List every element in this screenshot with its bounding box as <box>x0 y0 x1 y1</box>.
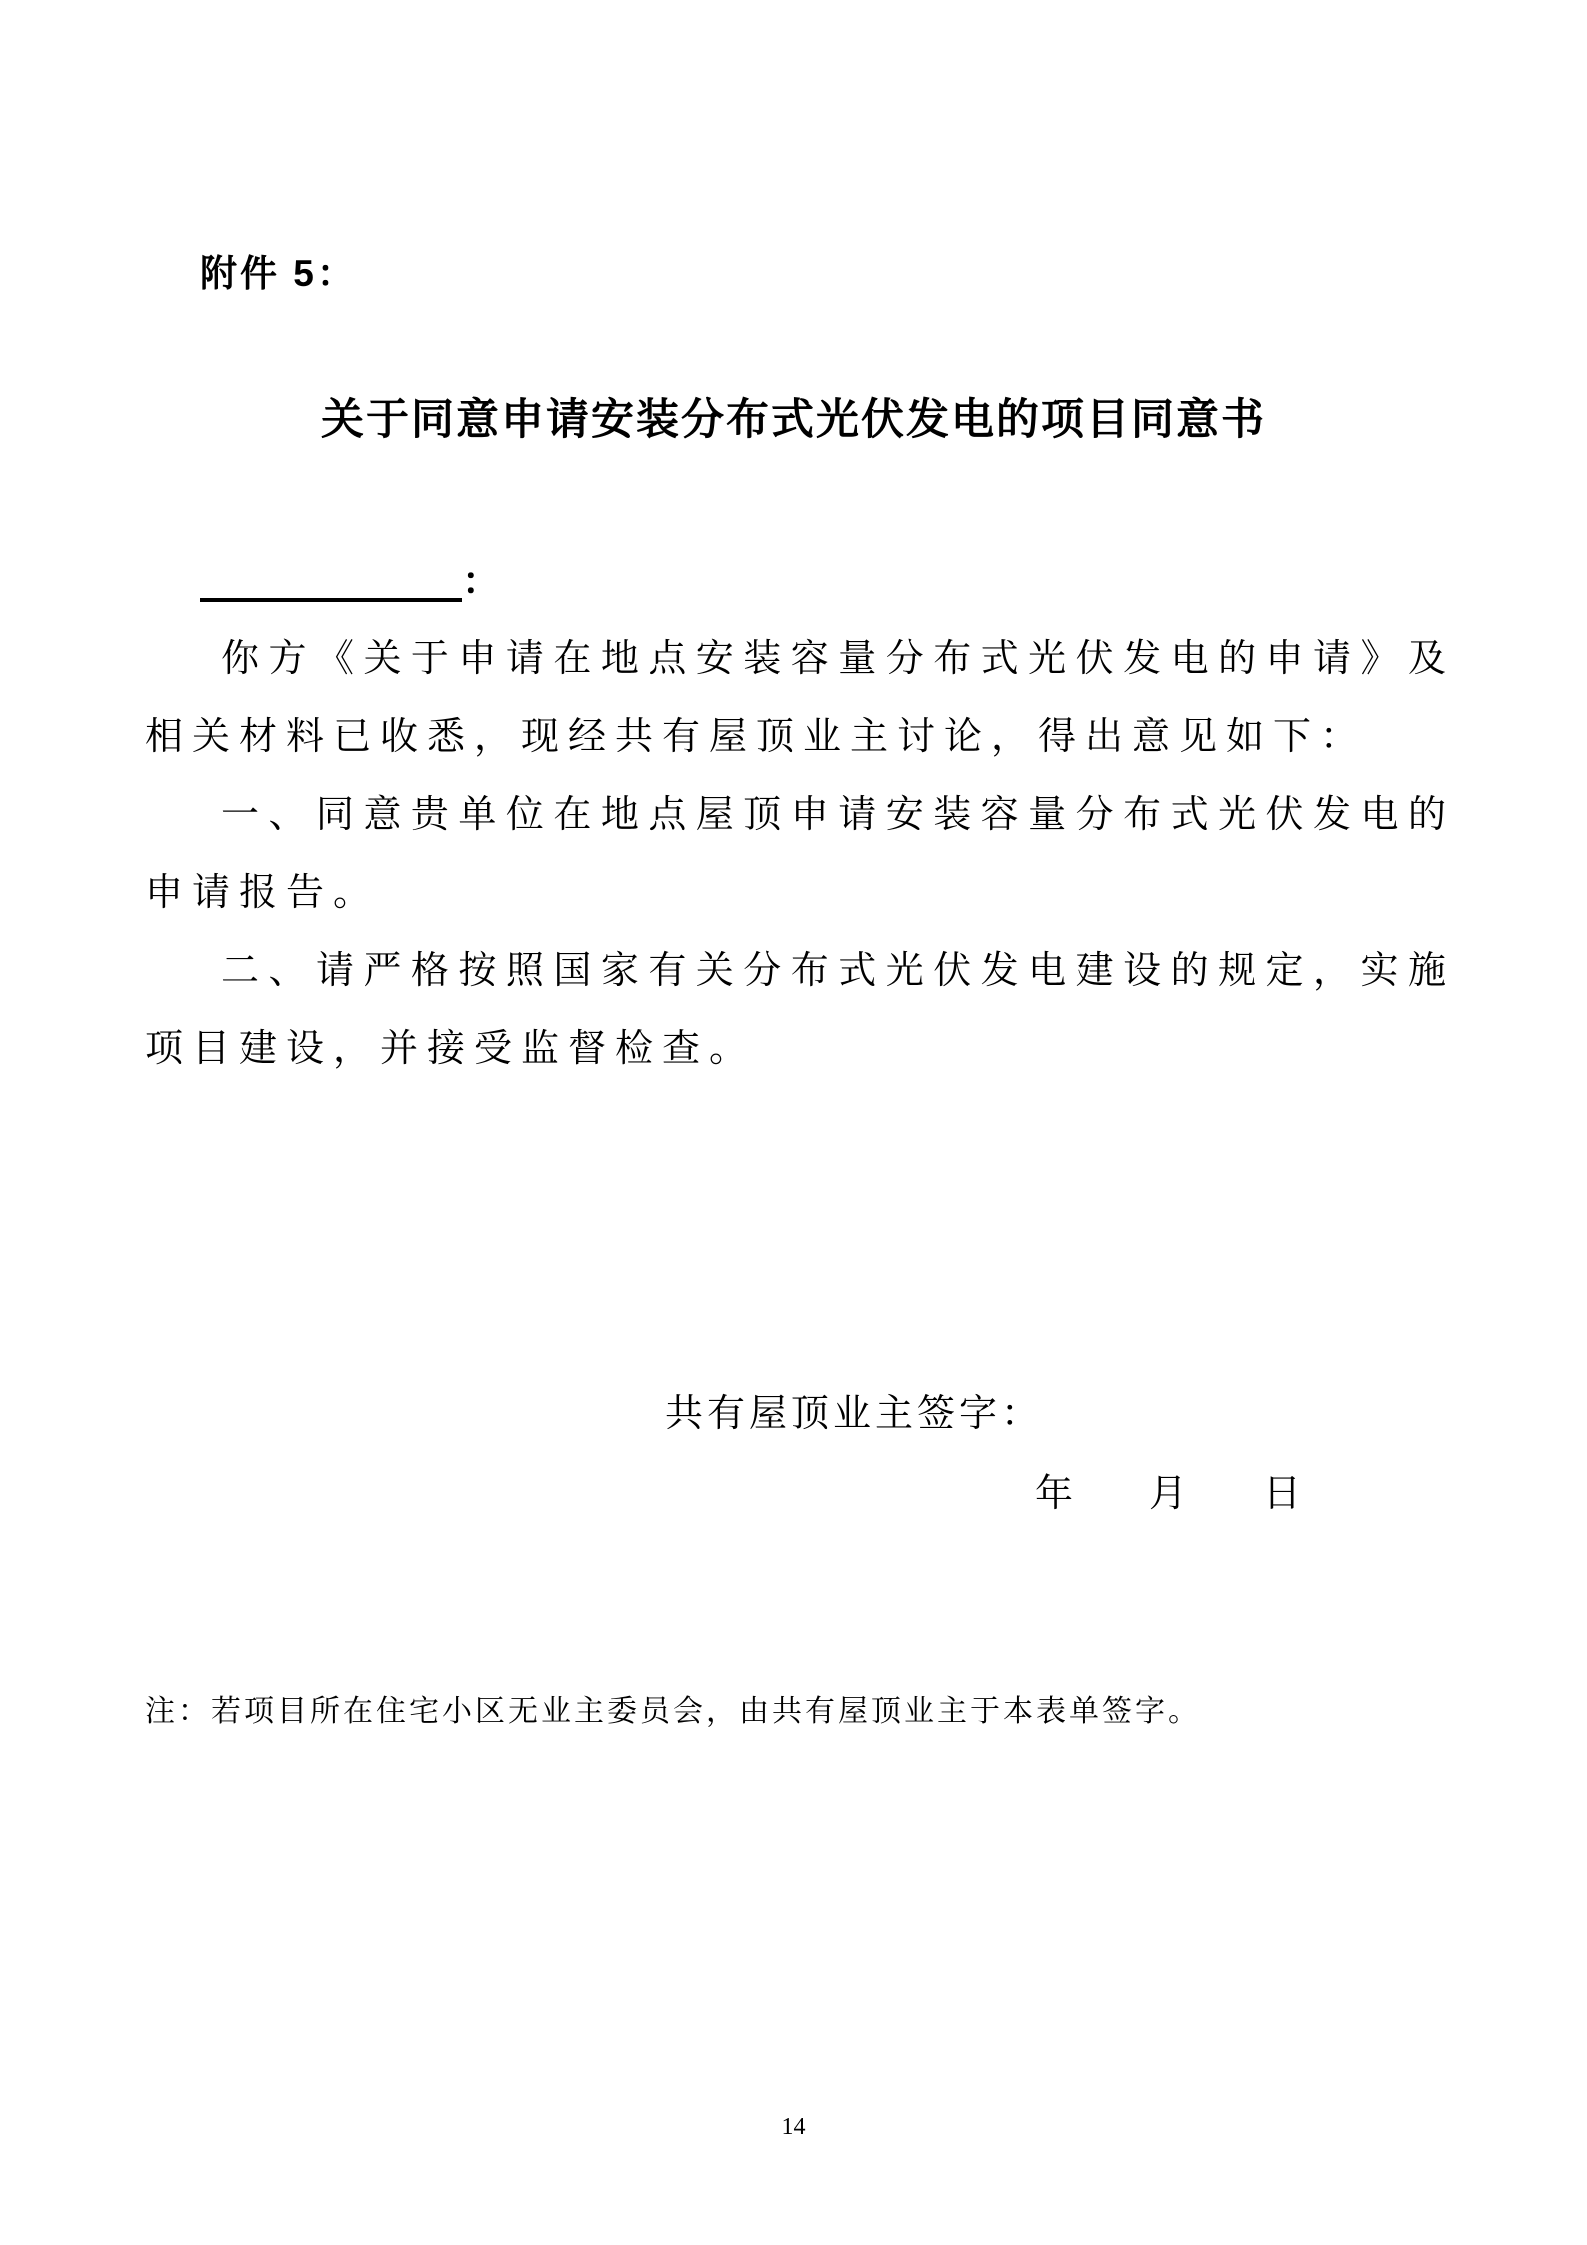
signature-label: 共有屋顶业主签字： <box>665 1393 1044 1435</box>
attachment-label: 附件 5： <box>200 253 357 294</box>
body-paragraph-item-2: 二、请严格按照国家有关分布式光伏发电建设的规定，实施项目建设，并接受监督检查。 <box>145 950 1455 1070</box>
footnote: 注：若项目所在住宅小区无业主委员会，由共有屋顶业主于本表单签字。 <box>145 1695 1201 1728</box>
document-title: 关于同意申请安装分布式光伏发电的项目同意书 <box>321 396 1266 444</box>
addressee-line <box>200 550 500 602</box>
date-line: 年 月 日 <box>1035 1473 1302 1515</box>
addressee-blank-underline <box>200 556 462 602</box>
body-paragraph-intro: 你方《关于申请在地点安装容量分布式光伏发电的申请》及相关材料已收悉，现经共有屋顶业主讨论，得出意见如下： <box>145 638 1455 758</box>
body-paragraph-item-1: 一、同意贵单位在地点屋顶申请安装容量分布式光伏发电的申请报告。 <box>145 794 1455 914</box>
document-body <box>145 620 1455 1088</box>
addressee-colon: ： <box>462 561 501 603</box>
page-number: 14 <box>781 2114 806 2140</box>
